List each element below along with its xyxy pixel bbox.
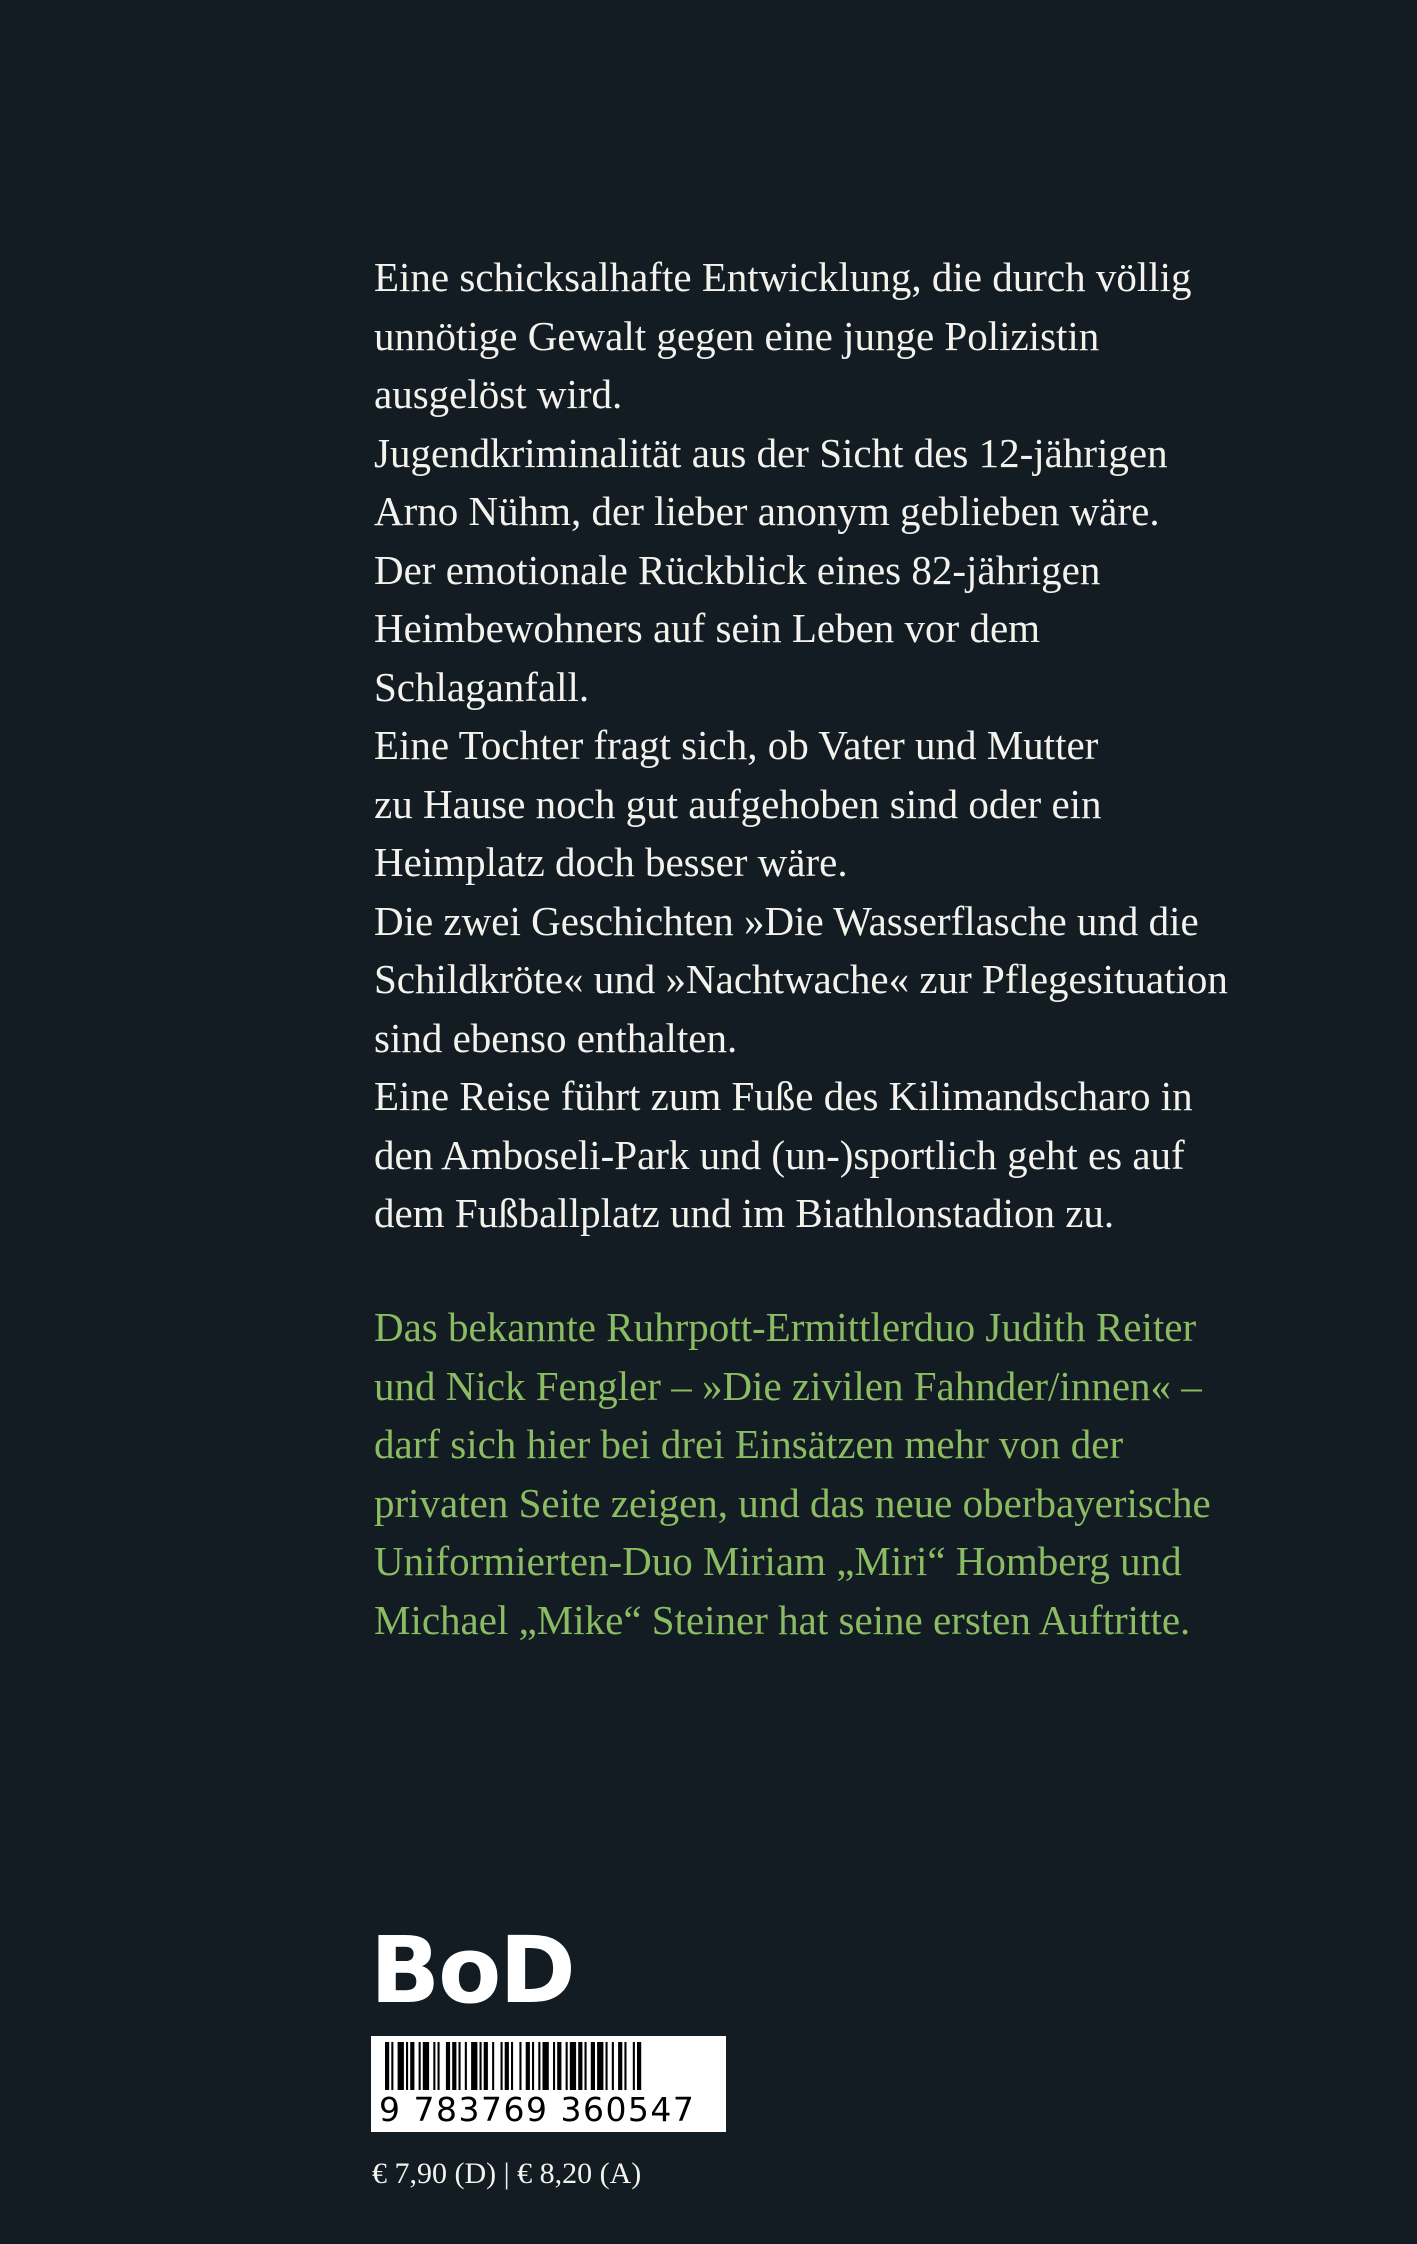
blurb-line: den Amboseli-Park und (un-)sportlich geht es auf [374,1131,1185,1178]
blurb-line: zu Hause noch gut aufgehoben sind oder ein [374,780,1102,827]
publisher-logo: BoD [370,1917,574,2024]
blurb-line: unnötige Gewalt gegen eine junge Polizistin [374,312,1100,359]
highlight-line: Uniformierten-Duo Miriam „Miri“ Homberg und [374,1538,1182,1584]
blurb-line: Heimbewohners auf sein Leben vor dem [374,605,1041,651]
blurb-line: dem Fußballplatz und im Biathlonstadion zu. [374,1190,1115,1236]
highlight-line: und Nick Fengler – »Die zivilen Fahnder/innen« – [374,1362,1202,1409]
blurb-line: Jugendkriminalität aus der Sicht des 12-jährigen [374,429,1168,476]
isbn-barcode [371,2036,726,2132]
blurb-line: Der emotionale Rückblick eines 82-jährigen [374,546,1101,593]
blurb-line: Schlaganfall. [374,663,590,710]
isbn-digits: 9 783769 360547 [379,2090,696,2129]
blurb-line: Eine schicksalhafte Entwicklung, die durch völlig [374,254,1192,300]
price-label: € 7,90 (D) | € 8,20 (A) [372,2157,642,2190]
blurb-line: Heimplatz doch besser wäre. [374,839,848,885]
highlight-line: Das bekannte Ruhrpott-Ermittlerduo Judith Reiter [374,1304,1197,1350]
highlight-line: Michael „Mike“ Steiner hat seine ersten Auftritte. [374,1596,1191,1643]
highlight-text [374,1298,1334,1649]
highlight-line: darf sich hier bei drei Einsätzen mehr von der [374,1421,1124,1467]
blurb-line: Die zwei Geschichten »Die Wasserflasche und die [374,897,1199,944]
blurb-line: Arno Nühm, der lieber anonym geblieben wäre. [374,488,1160,534]
blurb-line: sind ebenso enthalten. [374,1014,738,1061]
blurb-text [374,248,1334,1243]
highlight-line: privaten Seite zeigen, und das neue oberbayerische [374,1479,1211,1526]
blurb-line: Eine Tochter fragt sich, ob Vater und Mutter [374,722,1099,768]
blurb-line: Schildkröte« und »Nachtwache« zur Pflegesituation [374,956,1228,1002]
blurb-line: Eine Reise führt zum Fuße des Kilimandscharo in [374,1073,1193,1119]
blurb-line: ausgelöst wird. [374,371,623,417]
